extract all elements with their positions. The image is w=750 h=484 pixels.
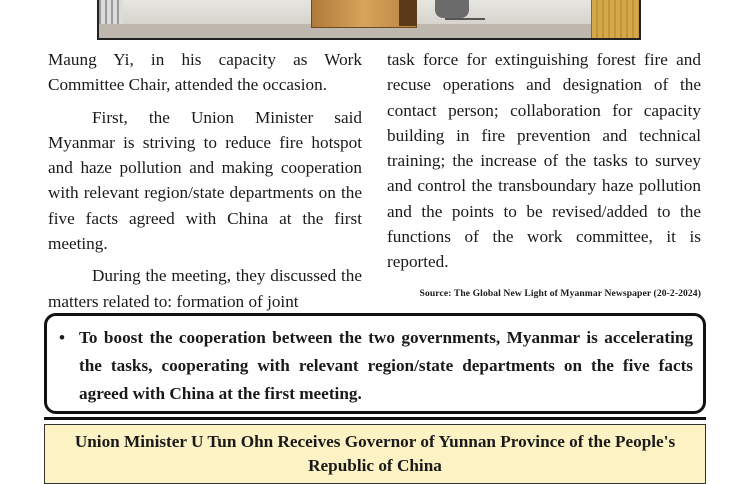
article-paragraph: First, the Union Minister said Myanmar is striving to reduce fire hotspot and haze pollution and making cooperation with relevant region/state departments on the five facts agreed with China at the first meeting. — [48, 107, 362, 254]
highlight-box — [44, 313, 706, 414]
bullet-icon: • — [59, 328, 65, 347]
article-paragraph: Maung Yi, in his capacity as Work Committee Chair, attended the occasion. — [48, 50, 362, 95]
photo-desk-side — [399, 0, 417, 26]
next-article-headline — [44, 424, 706, 484]
article-left-column — [48, 47, 362, 314]
photo-chair — [435, 0, 469, 18]
article-paragraph: During the meeting, they discussed the matters related to: formation of joint — [48, 266, 362, 311]
section-divider — [44, 417, 706, 420]
source-credit: Source: The Global New Light of Myanmar Newspaper (20-2-2024) — [419, 288, 701, 299]
highlight-bullet-item — [59, 324, 693, 408]
meeting-room-photo — [97, 0, 641, 40]
headline-text: Union Minister U Tun Ohn Receives Governor of Yunnan Province of the People's Republic of China — [74, 432, 676, 475]
photo-cabinet — [591, 0, 641, 38]
article-right-column — [387, 47, 701, 275]
article-paragraph: task force for extinguishing forest fire and recuse operations and designation of the contact person; collaboration for capacity building in fire prevention and technical training; the increase of the tasks to survey and control the transboundary haze pollution and the points to be revised/added to the functions of the work committee, it is reported. — [387, 50, 701, 272]
photo-chair-base — [445, 18, 485, 20]
highlight-text: To boost the cooperation between the two governments, Myanmar is accelerating the tasks, cooperating with relevant region/state departments on the five facts agreed with China at the first meeting. — [79, 328, 693, 403]
